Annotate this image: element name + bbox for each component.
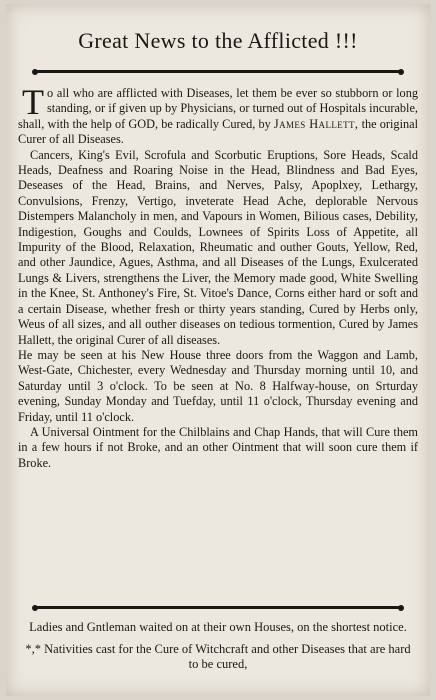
house-calls-notice: Ladies and Gntleman waited on at their own Houses, on the shortest notice. — [29, 620, 407, 634]
location-paragraph: He may be seen at his New House three doors from the Waggon and Lamb, West-Gate, Chichester, every Wednesday and Thursday morning until 10, and Saturday until 3 o'clock. To be seen at No. 8 Halfway-house, on Srturday evening, Sunday Monday and Tuefday, until 11 o'clock, Thursday evening and Friday, until 11 o'clock. — [18, 347, 418, 424]
nativities-notice: *,* Nativities cast for the Cure of Witchcraft and other Diseases that are hard to be cured, — [25, 641, 411, 672]
top-ornamental-rule — [36, 70, 400, 73]
diseases-paragraph: Cancers, King's Evil, Scrofula and Scorbutic Eruptions, Sore Heads, Scald Heads, Deafness and Roaring Noise in the Head, Blindness and Bad Eyes, Deseases of the Head, Brains, and Nerves, Palsy, Apoplxey, Lethargy, Convulsions, Frenzy, Vertigo, inveterate Head Ache, deplorable Nervous Distempers Malancholy in men, and Vapours in Women, Bilious cases, Debility, Indigestion, Goughs and Coulds, Lownees of Spirits Loss of Appetite, all Impurity of the Blood, Relaxation, Rheumatic and outher Gouts, Yellow, Red, and other Jaundice, Agues, Asthma, and all Diseases of the Lungs, Exulcerated Lungs & Livers, strengthens the Liver, the Memory made good, White Swelling in the Knee, St. Anthoney's Fire, St. Vitoe's Dance, Corns either hard or soft and a certain Disease, whether fresh or thirty years standing, Cured by Herbs only, Weus of all sizes, and all outher diseases on tedious tormention, Cured by James Hallett, the original Curer of all diseases. — [18, 147, 418, 347]
practitioner-name: James Hallett, — [273, 116, 359, 131]
drop-cap: T — [22, 82, 44, 122]
bottom-ornamental-rule — [36, 606, 400, 609]
intro-text: o all who are afflicted with Diseases, let them be ever so stubborn or long standing, or if given up by Physicians, or turned out of Hospitals incurable, shall, with the help of GOD, be radically Cured, by — [18, 86, 418, 131]
handbill-footer — [20, 620, 416, 679]
intro-paragraph — [18, 82, 419, 148]
handbill-body — [18, 82, 419, 471]
ointment-paragraph: A Universal Ointment for the Chilblains and Chap Hands, that will Cure them in a few hours if not Broke, and an other Ointment that will soon cure them if Broke. — [18, 424, 418, 470]
handbill-title: Great News to the Afflicted !!! — [78, 28, 358, 53]
intro-text-end: the original Curer of all Diseases. — [18, 116, 419, 147]
